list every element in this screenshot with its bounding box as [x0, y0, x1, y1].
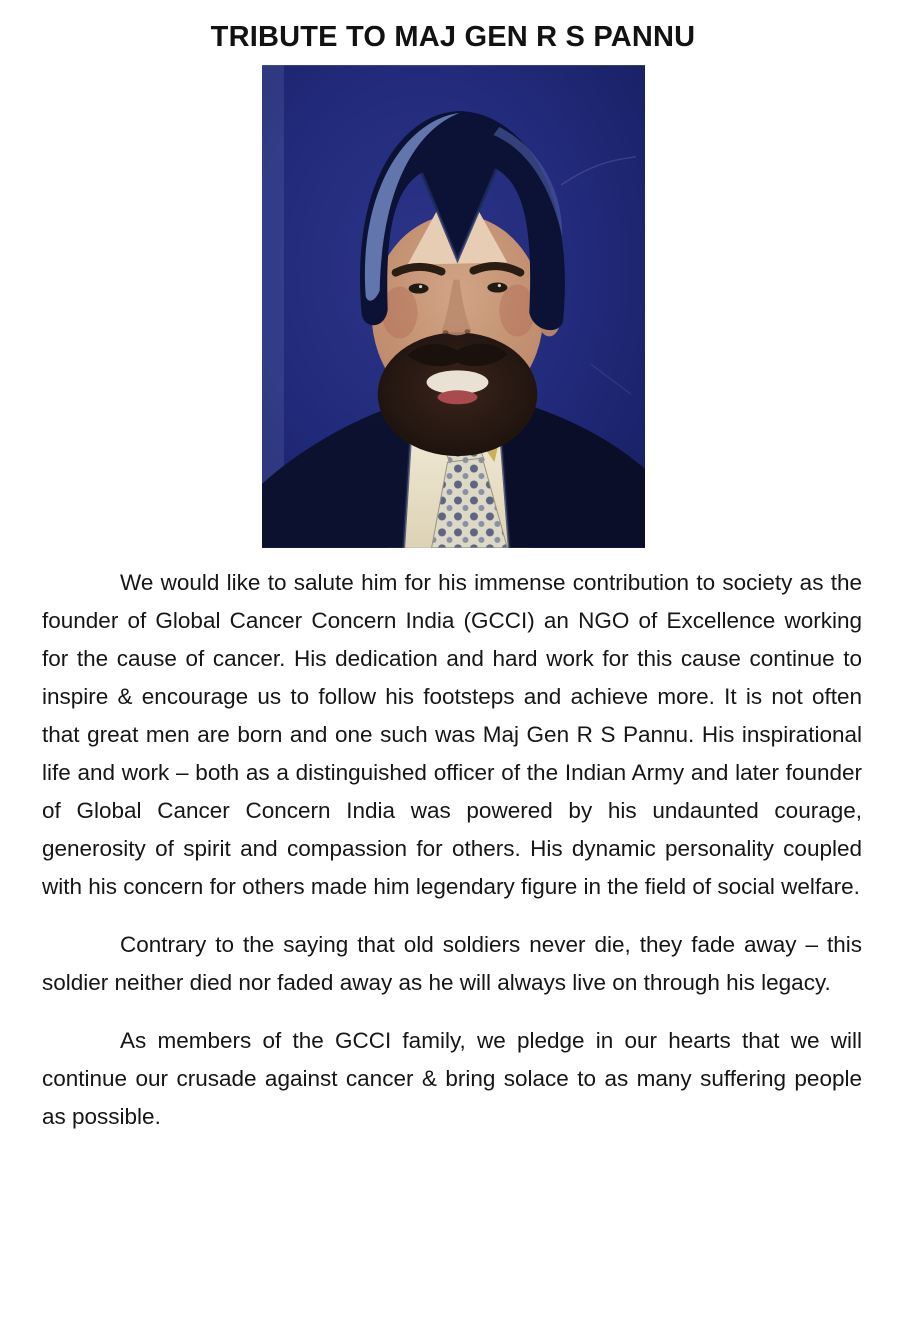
portrait-illustration — [262, 65, 645, 548]
page-title: TRIBUTE TO MAJ GEN R S PANNU — [210, 21, 696, 53]
tribute-text — [42, 564, 862, 1136]
paragraph-2: Contrary to the saying that old soldiers never die, they fade away – this soldier neither died nor faded away as he will always live on through his legacy. — [42, 932, 862, 995]
portrait-photo — [262, 65, 645, 548]
paragraph-1: We would like to salute him for his immense contribution to society as the founder of Global Cancer Concern India (GCCI) an NGO of Excellence working for the cause of cancer. His dedication and hard work for this cause continue to inspire & encourage us to follow his footsteps and achieve more. It is not often that great men are born and one such was Maj Gen R S Pannu. His inspirational life and work – both as a distinguished officer of the Indian Army and later founder of Global Cancer Concern India was powered by his undaunted courage, generosity of spirit and compassion for others. His dynamic personality coupled with his concern for others made him legendary figure in the field of social welfare. — [42, 570, 862, 899]
paragraph-3: As members of the GCCI family, we pledge in our hearts that we will continue our crusade against cancer & bring solace to as many suffering people as possible. — [42, 1028, 862, 1129]
